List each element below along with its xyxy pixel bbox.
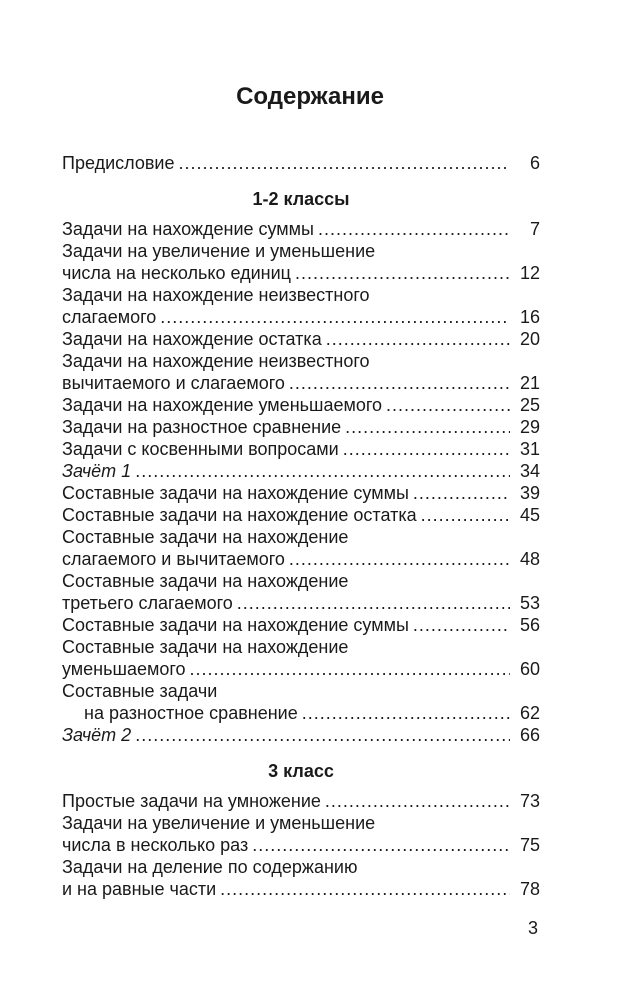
- page-title: Содержание: [236, 83, 384, 110]
- toc-line: [62, 328, 540, 350]
- leader-dots: [220, 878, 510, 900]
- toc-entry-text: вычитаемого и слагаемого: [62, 373, 285, 393]
- leader-dots: [386, 394, 510, 416]
- leader-dots: [160, 306, 510, 328]
- toc-entry: [62, 438, 540, 460]
- toc-line: [62, 614, 540, 636]
- toc-line: [62, 812, 540, 834]
- toc-line: [62, 878, 540, 900]
- toc-line: [62, 856, 540, 878]
- toc-line: [62, 724, 540, 746]
- toc-entry: [62, 790, 540, 812]
- toc-entry-text: на разностное сравнение: [84, 703, 298, 723]
- toc-entry: [62, 812, 540, 856]
- toc-entry-text: Задачи на нахождение уменьшаемого: [62, 395, 383, 415]
- toc-entry-text: числа в несколько раз: [62, 835, 249, 855]
- toc-entry: [62, 350, 540, 394]
- leader-dots: [421, 504, 510, 526]
- toc-entry: [62, 856, 540, 900]
- toc-entry: [62, 460, 540, 482]
- leader-dots: [190, 658, 510, 680]
- toc-line: [62, 262, 540, 284]
- toc-entry-text: Задачи на увеличение и уменьшение: [62, 813, 376, 833]
- toc-entry-text: Составные задачи на нахождение: [62, 571, 349, 591]
- toc-line: [62, 526, 540, 548]
- toc-line: [62, 504, 540, 526]
- toc-line: [62, 548, 540, 570]
- leader-dots: [295, 262, 510, 284]
- toc-entry-text: Составные задачи на нахождение: [62, 527, 349, 547]
- toc-page-number: 78: [519, 879, 540, 899]
- toc-line: [62, 460, 540, 482]
- toc-entry-text: Составные задачи на нахождение: [62, 637, 349, 657]
- toc-line: [62, 416, 540, 438]
- toc-entry: [62, 416, 540, 438]
- leader-dots: [289, 548, 510, 570]
- toc-page-number: 66: [519, 725, 540, 745]
- toc-page-number: 60: [519, 659, 540, 679]
- toc-entry: [62, 504, 540, 526]
- toc-entry-text: Задачи на нахождение суммы: [62, 219, 314, 239]
- toc-page-number: 7: [529, 219, 540, 239]
- toc-entry-text: Задачи на разностное сравнение: [62, 417, 342, 437]
- toc-entry-text: Простые задачи на умножение: [62, 791, 321, 811]
- toc-entry-text: Составные задачи на нахождение суммы: [62, 483, 409, 503]
- toc-line: [62, 702, 540, 724]
- leader-dots: [302, 702, 510, 724]
- toc-line: [62, 834, 540, 856]
- toc-line: [62, 240, 540, 262]
- leader-dots: [252, 834, 510, 856]
- toc-entry: [62, 218, 540, 240]
- toc-entry-text: Задачи с косвенными вопросами: [62, 439, 339, 459]
- toc-page-number: 29: [519, 417, 540, 437]
- toc-entry: [62, 328, 540, 350]
- toc-line: [62, 438, 540, 460]
- toc-page-number: 45: [519, 505, 540, 525]
- toc-line: [62, 350, 540, 372]
- toc-line: [62, 680, 540, 702]
- toc-line: [62, 570, 540, 592]
- leader-dots: [178, 152, 510, 174]
- toc-page-number: 39: [519, 483, 540, 503]
- page-number: 3: [527, 918, 538, 938]
- toc-entry-text: третьего слагаемого: [62, 593, 233, 613]
- toc-entry-text: Задачи на нахождение неизвестного: [62, 285, 370, 305]
- toc-entry-text: Составные задачи на нахождение остатка: [62, 505, 417, 525]
- leader-dots: [318, 218, 510, 240]
- toc-page-number: 16: [519, 307, 540, 327]
- section-heading: 1-2 классы: [252, 189, 350, 209]
- toc-page-number: 20: [519, 329, 540, 349]
- toc-entry-text: Зачёт 2: [62, 725, 132, 745]
- toc-entry: [62, 570, 540, 614]
- toc-entry-text: Предисловие: [62, 153, 175, 173]
- toc-line: [62, 482, 540, 504]
- leader-dots: [237, 592, 510, 614]
- leader-dots: [343, 438, 510, 460]
- toc-page-number: 73: [519, 791, 540, 811]
- toc-entry-text: слагаемого и вычитаемого: [62, 549, 285, 569]
- toc-page-number: 25: [519, 395, 540, 415]
- toc-page-number: 75: [519, 835, 540, 855]
- toc-page-number: 21: [519, 373, 540, 393]
- toc-entry: [62, 636, 540, 680]
- toc-entry-text: Задачи на нахождение неизвестного: [62, 351, 370, 371]
- toc-entry-text: и на равные части: [62, 879, 217, 899]
- toc-entry: [62, 394, 540, 416]
- table-of-contents: [62, 152, 540, 900]
- toc-entry-preface: [62, 152, 540, 174]
- toc-line: [62, 592, 540, 614]
- toc-line: [62, 790, 540, 812]
- toc-page-number: 53: [519, 593, 540, 613]
- leader-dots: [135, 460, 510, 482]
- toc-line: [62, 636, 540, 658]
- leader-dots: [326, 328, 510, 350]
- toc-entry: [62, 284, 540, 328]
- toc-entry-text: числа на несколько единиц: [62, 263, 291, 283]
- toc-line: [62, 372, 540, 394]
- toc-line: [62, 658, 540, 680]
- toc-entry: [62, 614, 540, 636]
- toc-entry-text: Задачи на деление по содержанию: [62, 857, 358, 877]
- toc-page-number: 6: [529, 153, 540, 173]
- section-heading: 3 класс: [268, 761, 334, 781]
- toc-page-number: 34: [519, 461, 540, 481]
- toc-sections: [62, 188, 540, 900]
- toc-entry-text: Задачи на увеличение и уменьшение: [62, 241, 376, 261]
- toc-entry: [62, 240, 540, 284]
- toc-line: [62, 218, 540, 240]
- toc-line: [62, 284, 540, 306]
- toc-entry: [62, 482, 540, 504]
- toc-page-number: 62: [519, 703, 540, 723]
- toc-line: [62, 306, 540, 328]
- toc-line: [62, 394, 540, 416]
- toc-entry: [62, 526, 540, 570]
- leader-dots: [413, 614, 510, 636]
- toc-entry-text: Составные задачи: [62, 681, 218, 701]
- toc-entry-text: Задачи на нахождение остатка: [62, 329, 322, 349]
- toc-entry-text: слагаемого: [62, 307, 157, 327]
- toc-page-number: 56: [519, 615, 540, 635]
- toc-entry: [62, 724, 540, 746]
- toc-entry-text: уменьшаемого: [62, 659, 186, 679]
- leader-dots: [135, 724, 510, 746]
- leader-dots: [345, 416, 510, 438]
- leader-dots: [413, 482, 510, 504]
- toc-page-number: 48: [519, 549, 540, 569]
- toc-entry: [62, 680, 540, 724]
- toc-page-number: 31: [519, 439, 540, 459]
- leader-dots: [325, 790, 510, 812]
- leader-dots: [289, 372, 510, 394]
- toc-entry-text: Составные задачи на нахождение суммы: [62, 615, 409, 635]
- toc-entry-text: Зачёт 1: [62, 461, 132, 481]
- toc-page-number: 12: [519, 263, 540, 283]
